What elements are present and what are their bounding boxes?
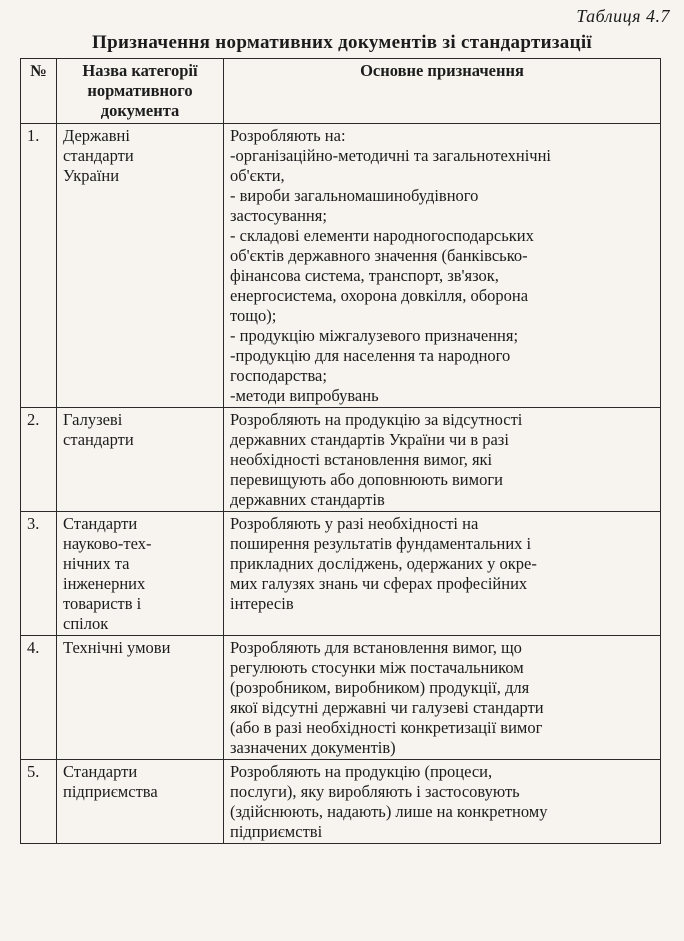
purpose-line: -методи випробувань xyxy=(230,386,379,405)
purpose-line: регулюють стосунки між постачальником xyxy=(230,658,524,677)
purpose-line: - складові елементи народногосподарських xyxy=(230,226,534,245)
main-purpose xyxy=(224,124,661,408)
purpose-line: поширення результатів фундаментальних і xyxy=(230,534,532,553)
table-row xyxy=(21,760,661,844)
purpose-line: прикладних досліджень, одержаних у окре- xyxy=(230,554,537,573)
category-name-line: Державні xyxy=(63,126,130,145)
table-header-row xyxy=(21,59,661,124)
row-number: 4. xyxy=(21,636,57,760)
table-row xyxy=(21,512,661,636)
main-purpose xyxy=(224,760,661,844)
purpose-line: Розробляють на: xyxy=(230,126,346,145)
header-category-name-line: нормативного xyxy=(87,81,193,100)
purpose-line: державних стандартів xyxy=(230,490,385,509)
category-name-line: Стандарти xyxy=(63,762,138,781)
header-category-name xyxy=(57,59,224,124)
row-number: 5. xyxy=(21,760,57,844)
table-body xyxy=(21,124,661,844)
row-number: 2. xyxy=(21,408,57,512)
purpose-line: об'єкти, xyxy=(230,166,285,185)
category-name xyxy=(57,408,224,512)
purpose-line: перевищують або доповнюють вимоги xyxy=(230,470,503,489)
purpose-line: Розробляють на продукцію за відсутності xyxy=(230,410,523,429)
category-name-line: науково-тех- xyxy=(63,534,152,553)
purpose-line: об'єктів державного значення (банківсько- xyxy=(230,246,528,265)
category-name-line: нічних та xyxy=(63,554,130,573)
table-row xyxy=(21,408,661,512)
category-name-line: Стандарти xyxy=(63,514,138,533)
table-caption: Таблиця 4.7 xyxy=(576,6,670,26)
category-name-line: України xyxy=(63,166,120,185)
purpose-line: (розробником, виробником) продукції, для xyxy=(230,678,530,697)
category-name xyxy=(57,124,224,408)
purpose-line: якої відсутні державні чи галузеві стандарти xyxy=(230,698,544,717)
purpose-line: - вироби загальномашинобудівного xyxy=(230,186,479,205)
purpose-line: -організаційно-методичні та загальнотехнічні xyxy=(230,146,552,165)
table-row xyxy=(21,636,661,760)
main-purpose xyxy=(224,636,661,760)
purpose-line: державних стандартів України чи в разі xyxy=(230,430,509,449)
purpose-line: Розробляють для встановлення вимог, що xyxy=(230,638,522,657)
category-name-line: стандарти xyxy=(63,146,134,165)
header-main-purpose: Основне призначення xyxy=(224,59,661,124)
purpose-line: Розробляють у разі необхідності на xyxy=(230,514,479,533)
category-name-line: спілок xyxy=(63,614,109,633)
category-name xyxy=(57,760,224,844)
category-name xyxy=(57,512,224,636)
purpose-line: зазначених документів) xyxy=(230,738,396,757)
category-name-line: Технічні умови xyxy=(63,638,171,657)
standards-table xyxy=(20,58,661,844)
category-name-line: підприємства xyxy=(63,782,158,801)
header-category-name-line: Назва категорії xyxy=(82,61,198,80)
main-purpose xyxy=(224,408,661,512)
row-number: 3. xyxy=(21,512,57,636)
category-name-line: інженерних xyxy=(63,574,146,593)
header-number: № xyxy=(21,59,57,124)
purpose-line: (здійснюють, надають) лише на конкретному xyxy=(230,802,548,821)
purpose-line: -продукцію для населення та народного xyxy=(230,346,511,365)
purpose-line: інтересів xyxy=(230,594,294,613)
purpose-line: - продукцію міжгалузевого призначення; xyxy=(230,326,519,345)
purpose-line: енергосистема, охорона довкілля, оборона xyxy=(230,286,529,305)
table-title: Призначення нормативних документів зі стандартизації xyxy=(92,32,592,53)
category-name-line: Галузеві xyxy=(63,410,123,429)
purpose-line: підприємстві xyxy=(230,822,323,841)
category-name-line: товариств і xyxy=(63,594,142,613)
purpose-line: мих галузях знань чи сферах професійних xyxy=(230,574,528,593)
purpose-line: необхідності встановлення вимог, які xyxy=(230,450,493,469)
purpose-line: застосування; xyxy=(230,206,327,225)
main-purpose xyxy=(224,512,661,636)
purpose-line: господарства; xyxy=(230,366,327,385)
purpose-line: (або в разі необхідності конкретизації вимог xyxy=(230,718,543,737)
category-name-line: стандарти xyxy=(63,430,134,449)
purpose-line: тощо); xyxy=(230,306,277,325)
table-row xyxy=(21,124,661,408)
header-category-name-line: документа xyxy=(100,101,180,120)
category-name xyxy=(57,636,224,760)
purpose-line: послуги), яку виробляють і застосовують xyxy=(230,782,520,801)
purpose-line: фінансова система, транспорт, зв'язок, xyxy=(230,266,499,285)
purpose-line: Розробляють на продукцію (процеси, xyxy=(230,762,493,781)
row-number: 1. xyxy=(21,124,57,408)
